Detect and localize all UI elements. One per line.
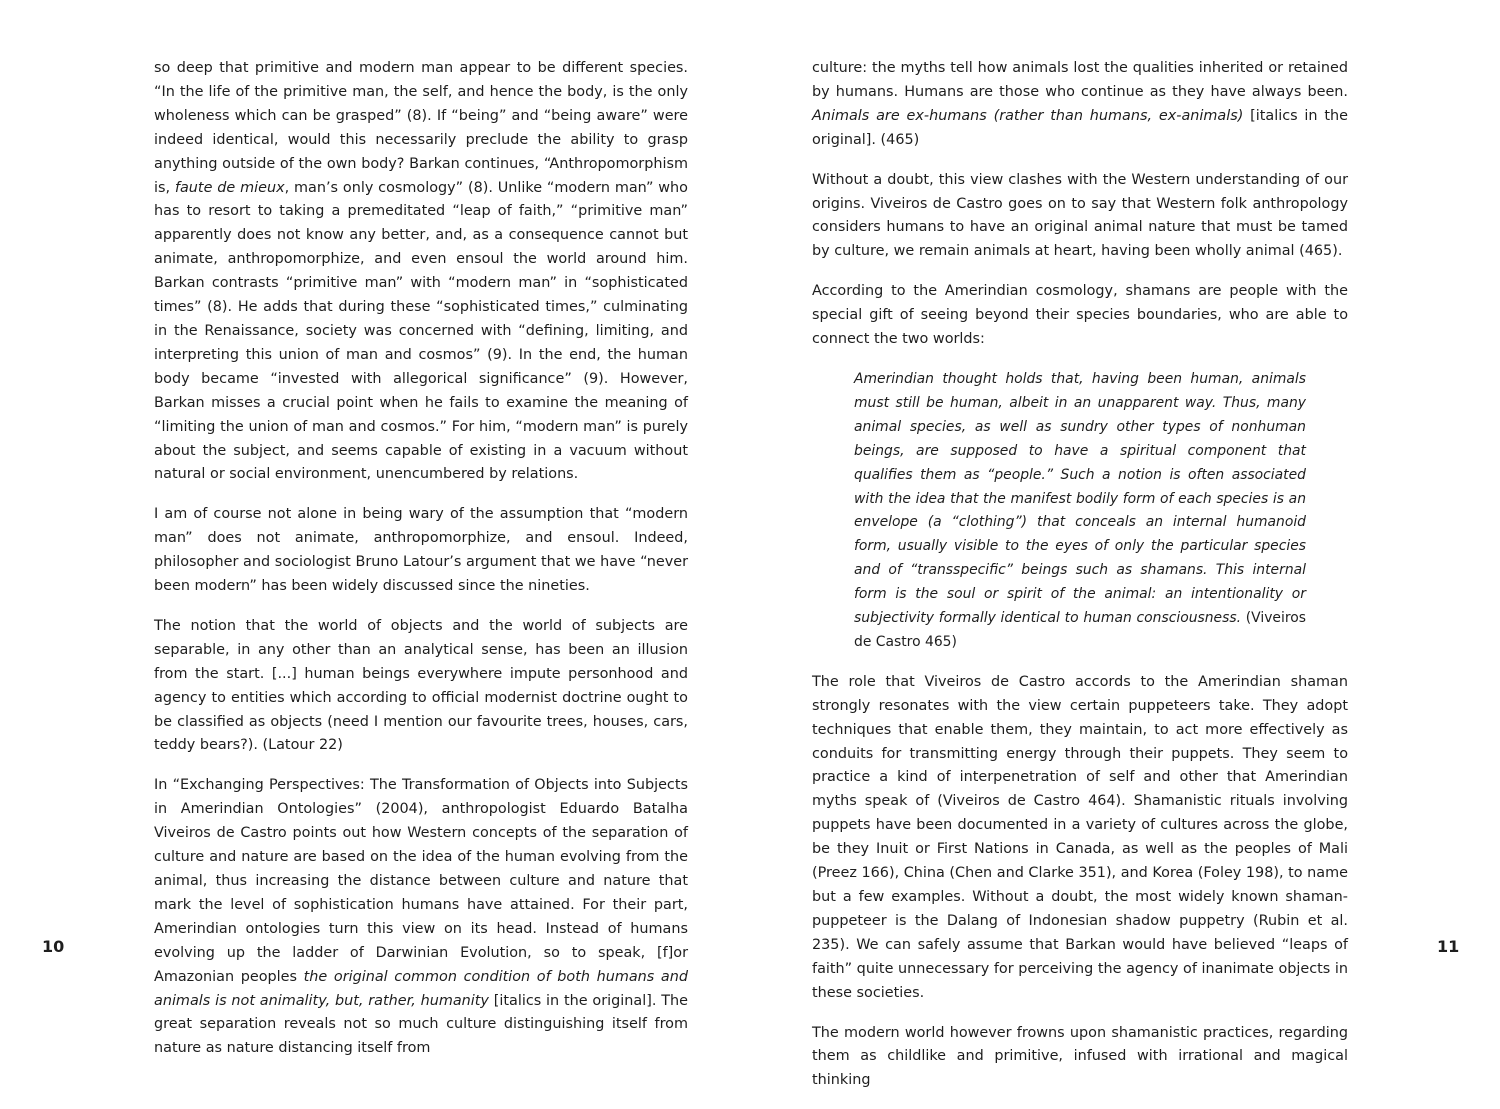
right-text-column (812, 57, 1348, 1109)
left-paragraph-4: In “Exchanging Perspectives: The Transformation of Objects into Subjects in Amerindian Ontologies” (2004), anthropologist Eduardo Batalha Viveiros de Castro points out how Western concepts of the separation of culture and nature are based on the idea of the human evolving from the animal, thus increasing the distance between culture and nature that mark the level of sophistication humans have attained. For their part, Amerindian ontologies turn this view on its head. Instead of humans evolving up the ladder of Darwinian Evolution, so to speak, [f]or Amazonian peoples the original common condition of both humans and animals is not animality, but, rather, humanity [italics in the original]. The great separation reveals not so much culture distinguishing itself from nature as nature distancing itself from (154, 777, 688, 1057)
left-text-column (154, 57, 688, 1077)
left-paragraph-1: so deep that primitive and modern man appear to be different species. “In the life of the primitive man, the self, and hence the body, is the only wholeness which can be grasped” (8). If “being” and “being aware” were indeed identical, would this necessarily preclude the ability to grasp anything outside of the own body? Barkan continues, “Anthropomorphism is, faute de mieux, man’s only cosmology” (8). Unlike “modern man” who has to resort to taking a premeditated “leap of faith,” “primitive man” apparently does not know any better, and, as a consequence cannot but animate, anthropomorphize, and even ensoul the world around him. Barkan contrasts “primitive man” with “modern man” in “sophisticated times” (8). He adds that during these “sophisticated times,” culminating in the Renaissance, society was concerned with “defining, limiting, and interpreting this union of man and cosmos” (9). In the end, the human body became “invested with allegorical significance” (9). However, Barkan misses a crucial point when he fails to examine the meaning of “limiting the union of man and cosmos.” For him, “modern man” is purely about the subject, and seems capable of existing in a vacuum without natural or social environment, unencumbered by relations. (154, 60, 688, 483)
left-page (0, 0, 750, 1057)
left-paragraph-2: I am of course not alone in being wary of the assumption that “modern man” does not animate, anthropomorphize, and ensoul. Indeed, philosopher and sociologist Bruno Latour’s argument that we have “never been modern” has been widely discussed since the nineties. (154, 506, 688, 595)
right-paragraph-4: The role that Viveiros de Castro accords to the Amerindian shaman strongly resonates with the view certain puppeteers take. They adopt techniques that enable them, they maintain, to act more effectively as conduits for transmitting energy through their puppets. They seem to practice a kind of interpenetration of self and other that Amerindian myths speak of (Viveiros de Castro 464). Shamanistic rituals involving puppets have been documented in a variety of cultures across the globe, be they Inuit or First Nations in Canada, as well as the peoples of Mali (Preez 166), China (Chen and Clarke 351), and Korea (Foley 198), to name but a few examples. Without a doubt, the most widely known shaman-puppeteer is the Dalang of Indonesian shadow puppetry (Rubin et al. 235). We can safely assume that Barkan would have believed “leaps of faith” quite unnecessary for perceiving the agency of inanimate objects in these societies. (812, 673, 1348, 1001)
latour-quote: The notion that the world of objects and the world of subjects are separable, in any other than an analytical sense, has been an illusion from the start. [...] human beings everywhere impute personhood and agency to entities which according to official modernist doctrine ought to be classified as objects (need I mention our favourite trees, houses, cars, teddy bears?). (Latour 22) (154, 617, 688, 754)
right-paragraph-3: According to the Amerindian cosmology, shamans are people with the special gift of seeing beyond their species boundaries, who are able to connect the two worlds: (812, 283, 1348, 348)
right-paragraph-5: The modern world however frowns upon shamanistic practices, regarding them as childlike and primitive, infused with irrational and magical thinking (812, 1024, 1348, 1089)
page-number-left: 10 (42, 937, 65, 956)
right-paragraph-1: culture: the myths tell how animals lost the qualities inherited or retained by humans. Humans are those who continue as they have always been. Animals are ex-humans (rather than humans, ex-animals) [italics in the original]. (465) (812, 60, 1348, 148)
viveiros-block-quote: Amerindian thought holds that, having been human, animals must still be human, albeit in an unapparent way. Thus, many animal species, as well as sundry other types of nonhuman beings, are supposed to have a spiritual component that qualifies them as “people.” Such a notion is often associated with the idea that the manifest bodily form of each species is an envelope (a “clothing”) that conceals an internal humanoid form, usually visible to the eyes of only the particular species and of “transspecific” beings such as shamans. This internal form is the soul or spirit of the animal: an intentionality or subjectivity formally identical to human consciousness. (Viveiros de Castro 465) (854, 370, 1306, 650)
right-paragraph-2: Without a doubt, this view clashes with the Western understanding of our origins. Viveiros de Castro goes on to say that Western folk anthropology considers humans to have an original animal nature that must be tamed by culture, we remain animals at heart, having been wholly animal (465). (812, 171, 1348, 260)
page-number-right: 11 (1437, 937, 1460, 956)
right-page (750, 0, 1500, 1089)
